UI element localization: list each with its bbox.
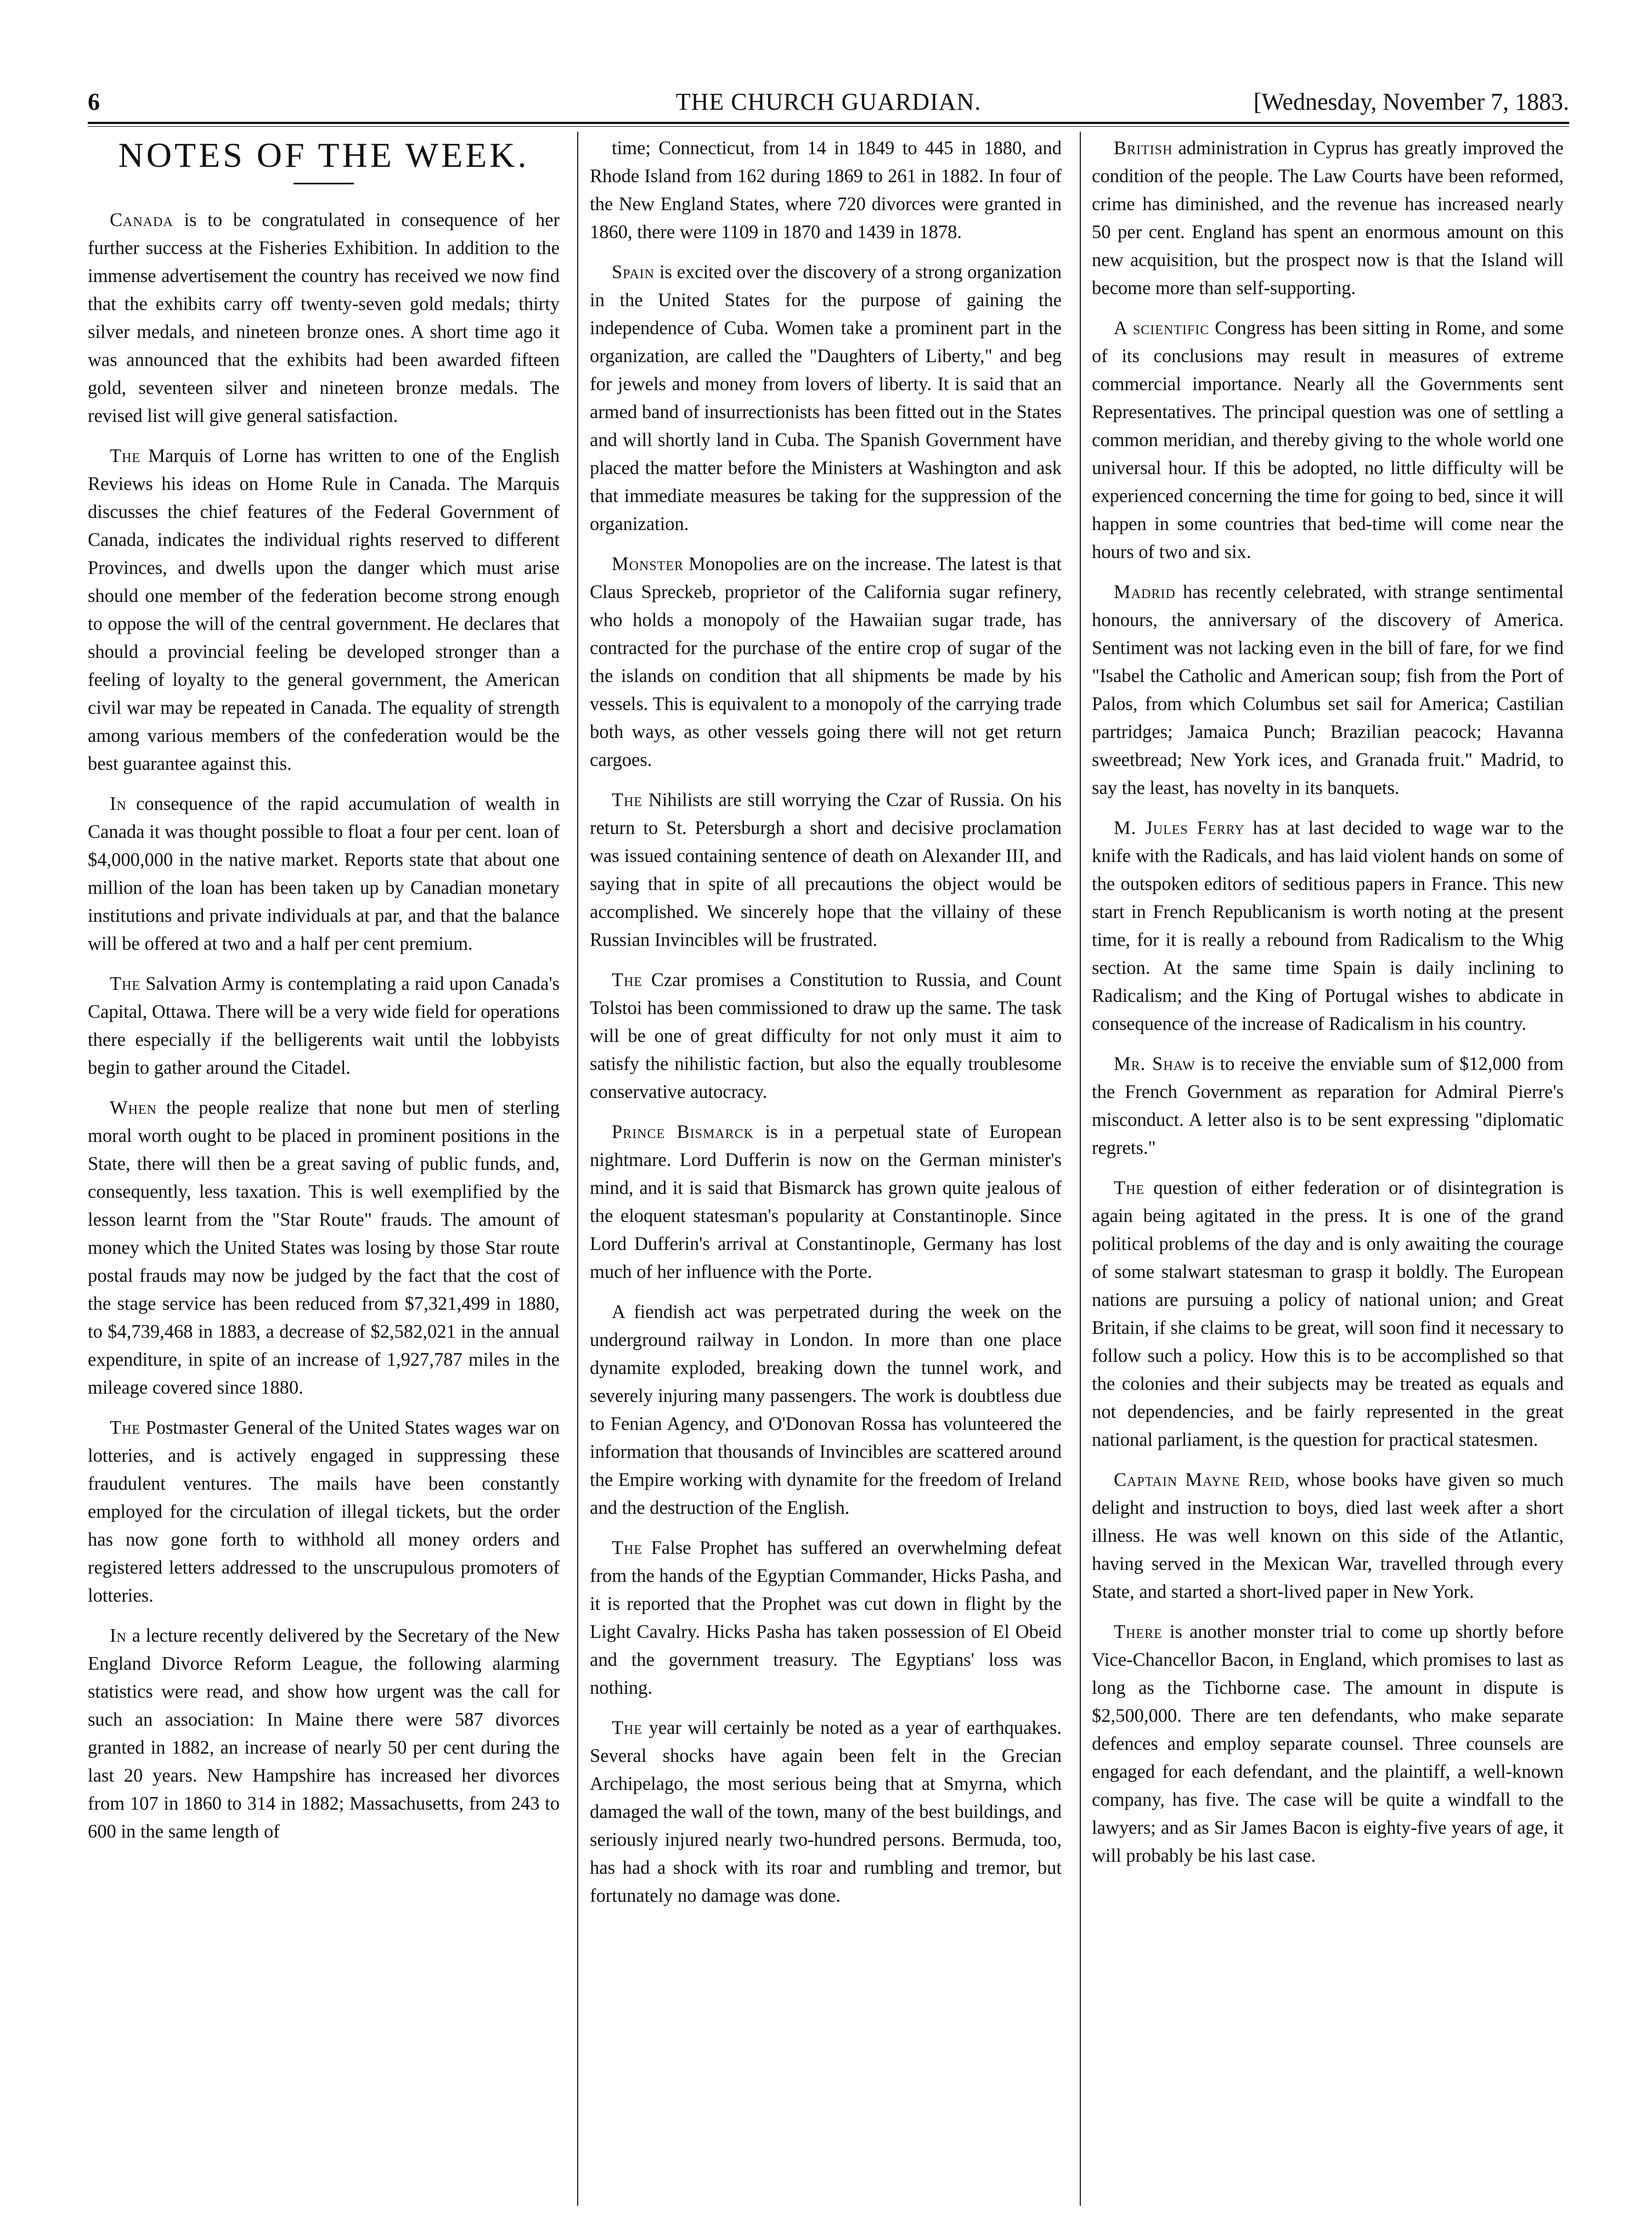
news-paragraph [1092,1050,1564,1162]
column-2 [590,134,1062,1922]
news-paragraph [88,1094,560,1402]
paragraph-lead: In [110,1625,127,1646]
paragraph-lead: Monster [612,554,684,574]
paragraph-text: has at last decided to wage war to the knife with the Radicals, and has laid violent hands on some of the outspoken editors of seditious papers in France. This new start in French Republicanism is worth noting at the present time, for it is really a rebound from Radicalism to the Whig section. At the same time Spain is daily inclining to Radicalism; and the King of Portugal wishes to abdicate in consequence of the increase of Radicalism in his country. [1092,818,1564,1034]
paragraph-lead: A scientific [1114,318,1210,339]
column-1-body [88,206,560,1846]
news-paragraph [1092,814,1564,1038]
paragraph-text: Czar promises a Constitution to Russia, and Count Tolstoi has been commissioned to draw up the same. The task will be one of great difficulty for not only must it aim to satisfy the nihilistic faction, but also the equally troublesome conservative autocracy. [590,970,1062,1102]
news-paragraph [1092,578,1564,802]
paragraph-text: administration in Cyprus has greatly improved the condition of the people. The Law Courts have been reformed, crime has diminished, and the revenue has increased nearly 50 per cent. England has spent an enormous amount on this new acquisition, but the prospect now is that the Island will become more than self-supporting. [1092,138,1564,298]
paragraph-lead: The [612,1717,643,1738]
paragraph-lead: Madrid [1114,582,1176,602]
paragraph-text: A fiendish act was perpetrated during the week on the underground railway in London. In more than one place dynamite exploded, breaking down the tunnel work, and severely injuring many passengers. The work is doubtless due to Fenian Agency, and O'Donovan Rossa has volunteered the information that thousands of Invincibles are scattered around the Empire working with dynamite for the freedom of Ireland and the destruction of the English. [590,1302,1062,1518]
column-3-body [1092,134,1564,1870]
column-1 [88,134,560,1858]
paragraph-text: consequence of the rapid accumulation of wealth in Canada it was thought possible to float a four per cent. loan of $4,000,000 in the native market. Reports state that about one million of the loan has been taken up by Canadian monetary institutions and private individuals at par, and that the balance will be offered at two and a half per cent premium. [88,793,560,954]
news-paragraph [1092,1466,1564,1606]
paragraph-text: has recently celebrated, with strange sentimental honours, the anniversary of the discovery of America. Sentiment was not lacking even in the bill of fare, for we find "Isabel the Catholic and American soup; fish from the Port of Palos, from which Columbus set sail for America; Castilian partridges; Jamaica Punch; Brazilian peacock; Havanna sweetbread; New York ices, and Granada fruit." Madrid, to say the least, has novelty in its banquets. [1092,582,1564,798]
paragraph-lead: In [110,793,127,814]
page-header [88,82,1569,121]
news-paragraph [590,786,1062,954]
news-paragraph [88,1414,560,1610]
paragraph-lead: The [110,973,141,994]
news-paragraph [1092,134,1564,302]
news-paragraph [590,1714,1062,1910]
paragraph-text: a lecture recently delivered by the Secretary of the New England Divorce Reform League, the following alarming statistics were read, and show how urgent was the call for such an association: In Maine there were 587 divorces granted in 1882, an increase of nearly 50 per cent during the last 20 years. New Hampshire has increased her divorces from 107 in 1860 to 314 in 1882; Massachusetts, from 243 to 600 in the same length of [88,1625,560,1842]
paragraph-text: is in a perpetual state of European nightmare. Lord Dufferin is now on the German minister's mind, and it is said that Bismarck has grown quite jealous of the eloquent statesman's popularity at Constantinople. Since Lord Dufferin's arrival at Constantinople, Germany has lost much of her influence with the Porte. [590,1122,1062,1282]
paragraph-text: Marquis of Lorne has written to one of the English Reviews his ideas on Home Rule in Canada. The Marquis discusses the chief features of the Federal Government of Canada, indicates the individual rights reserved to different Provinces, and dwells upon the danger which must arise should one member of the federation become strong enough to oppose the will of the central government. He declares that should a provincial feeling be developed stronger than a feeling of loyalty to the general government, the American civil war may be repeated in Canada. The equality of strength among various members of the confederation would be the best guarantee against this. [88,446,560,774]
paragraph-lead: There [1114,1621,1163,1642]
issue-date: [Wednesday, November 7, 1883. [1253,88,1569,115]
news-paragraph [1092,1618,1564,1870]
paragraph-text: Monopolies are on the increase. The latest is that Claus Spreckeb, proprietor of the California sugar refinery, who holds a monopoly of the Hawaiian sugar trade, has contracted for the purchase of the entire crop of sugar of the the islands on condition that all shipments be made by his vessels. This is equivalent to a monopoly of the carrying trade both ways, as other vessels going there will not get return cargoes. [590,554,1062,770]
paragraph-text: Congress has been sitting in Rome, and some of its conclusions may result in measures of extreme commercial importance. Nearly all the Governments sent Representatives. The principal question was one of settling a common meridian, and thereby giving to the whole world one universal hour. If this be adopted, no little difficulty will be experienced concerning the time for going to bed, since it will happen in some countries that bed-time will come near the hours of two and six. [1092,318,1564,562]
paragraph-text: Nihilists are still worrying the Czar of Russia. On his return to St. Petersburgh a short and decisive proclamation was issued containing sentence of death on Alexander III, and saying that in spite of all precautions the object would be accomplished. We sincerely hope that the villainy of these Russian Invincibles will be frustrated. [590,790,1062,950]
news-paragraph [88,790,560,958]
paragraph-text: question of either federation or of disintegration is again being agitated in the press. It is one of the grand political problems of the day and is only awaiting the courage of some stalwart statesman to grasp it boldly. The European nations are pursuing a policy of national union; and Great Britain, if she claims to be great, will soon find it necessary to follow such a policy. How this is to be accomplished so that the colonies and their subjects may be treated as equals and not dependencies, and be fairly represented in the great national parliament, is the question for practical statesmen. [1092,1178,1564,1450]
news-paragraph [88,206,560,430]
paragraph-text: False Prophet has suffered an overwhelming defeat from the hands of the Egyptian Commander, Hicks Pasha, and it is reported that the Prophet was cut down in flight by the Light Cavalry. Hicks Pasha has taken possession of El Obeid and the government treasury. The Egyptians' loss was nothing. [590,1537,1062,1698]
paragraph-lead: The [110,446,141,466]
news-paragraph [590,1298,1062,1522]
paragraph-lead: The [110,1417,141,1438]
paragraph-text: Salvation Army is contemplating a raid upon Canada's Capital, Ottawa. There will be a very wide field for operations there especially if the belligerents wait until the lobbyists begin to gather around the Citadel. [88,973,560,1078]
newspaper-title: THE CHURCH GUARDIAN. [675,88,982,115]
paragraph-text: year will certainly be noted as a year of earthquakes. Several shocks have again been felt in the Grecian Archipelago, the most serious being that at Smyrna, which damaged the wall of the town, many of the best buildings, and seriously injured nearly two-hundred persons. Bermuda, too, has had a shock with its roar and rumbling and tremor, but fortunately no damage was done. [590,1717,1062,1906]
column-3 [1092,134,1564,1882]
news-paragraph [1092,314,1564,566]
column-2-body [590,134,1062,1910]
news-paragraph [590,134,1062,246]
paragraph-lead: British [1114,138,1173,159]
news-paragraph [590,1534,1062,1702]
section-title: NOTES OF THE WEEK. [118,136,529,174]
paragraph-text: Postmaster General of the United States wages war on lotteries, and is actively engaged in suppressing these fraudulent ventures. The mails have been constantly employed for the circulation of illegal tickets, but the order has now gone forth to withhold all money orders and registered letters addressed to the unscrupulous promoters of lotteries. [88,1417,560,1606]
paragraph-text: is to receive the enviable sum of $12,000 from the French Government as reparation for Admiral Pierre's misconduct. A letter also is to be sent expressing "diplomatic regrets." [1092,1054,1564,1158]
header-rule-thin [88,126,1569,127]
column-divider [577,132,578,2206]
paragraph-text: is to be congratulated in consequence of her further success at the Fisheries Exhibition. In addition to the immense advertisement the country has received we now find that the exhibits carry off twenty-seven gold medals; thirty silver medals, and nineteen bronze ones. A short time ago it was announced that the exhibits had been awarded fifteen gold, seventeen silver and nineteen bronze medals. The revised list will give general satisfaction. [88,210,560,426]
paragraph-text: is excited over the discovery of a strong organization in the United States for the purpose of gaining the independence of Cuba. Women take a prominent part in the organization, are called the "Daughters of Liberty," and beg for jewels and money from lovers of liberty. It is said that an armed band of insurrectionists has been fitted out in the States and will shortly land in Cuba. The Spanish Government have placed the matter before the Ministers at Washington and ask that immediate measures be taking for the suppression of the organization. [590,262,1062,534]
paragraph-lead: The [612,1537,643,1558]
news-paragraph [88,1622,560,1846]
column-divider [1080,132,1081,2206]
paragraph-lead: M. Jules Ferry [1114,818,1245,838]
paragraph-lead: The [612,970,643,990]
paragraph-lead: The [612,790,643,810]
news-paragraph [1092,1174,1564,1454]
paragraph-lead: Captain Mayne Reid [1114,1469,1285,1490]
paragraph-lead: Canada [110,210,173,230]
paragraph-text: , whose books have given so much delight and instruction to boys, died last week after a short illness. He was well known on this side of the Atlantic, having served in the Mexican War, travelled through every State, and started a short-lived paper in New York. [1092,1469,1564,1602]
paragraph-lead: The [1114,1178,1145,1198]
title-rule [294,183,354,184]
paragraph-lead: When [110,1097,157,1118]
paragraph-text: time; Connecticut, from 14 in 1849 to 445 in 1880, and Rhode Island from 162 during 1869 to 261 in 1882. In four of the New England States, where 720 divorces were granted in 1860, there were 1109 in 1870 and 1439 in 1878. [590,138,1062,243]
news-paragraph [88,442,560,778]
news-paragraph [88,970,560,1082]
paragraph-text: is another monster trial to come up shortly before Vice-Chancellor Bacon, in England, which promises to last as long as the Tichborne case. The amount in dispute is $2,500,000. There are ten defendants, who make separate defences and employ separate counsel. Three counsels are engaged for each defendant, and the plaintiff, a well-known company, has five. The case will be quite a windfall to the lawyers; and as Sir James Bacon is eighty-five years of age, it will probably be his last case. [1092,1621,1564,1866]
news-paragraph [590,966,1062,1106]
paragraph-lead: Prince Bismarck [612,1122,754,1142]
paragraph-lead: Spain [612,262,655,283]
news-paragraph [590,1118,1062,1286]
news-paragraph [590,258,1062,538]
paragraph-text: the people realize that none but men of sterling moral worth ought to be placed in prominent positions in the State, there will then be a great saving of public funds, and, consequently, less taxation. This is well exemplified by the lesson learnt from the "Star Route" frauds. The amount of money which the United States was losing by those Star route postal frauds may now be judged by the fact that the cost of the stage service has been reduced from $7,321,499 in 1880, to $4,739,468 in 1883, a decrease of $2,582,021 in the annual expenditure, in spite of an increase of 1,927,787 miles in the mileage covered since 1880. [88,1097,560,1398]
news-paragraph [590,550,1062,774]
page-number: 6 [88,88,100,115]
header-rule [88,122,1569,124]
paragraph-lead: Mr. Shaw [1114,1054,1196,1074]
